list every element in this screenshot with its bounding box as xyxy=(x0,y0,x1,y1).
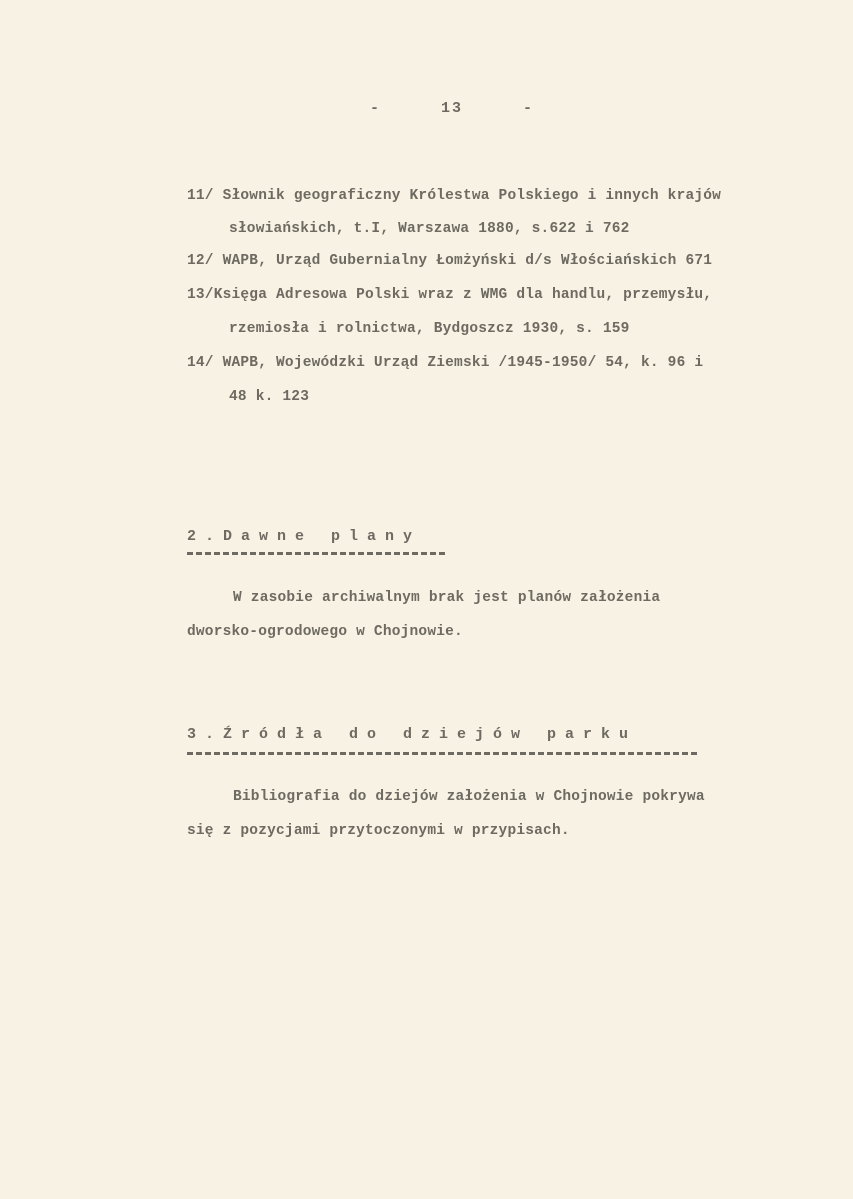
dash: - xyxy=(370,100,382,117)
paragraph-line: Bibliografia do dziejów założenia w Chojnowie pokrywa xyxy=(233,789,705,805)
dash: - xyxy=(523,100,535,117)
footnote-line: rzemiosła i rolnictwa, Bydgoszcz 1930, s. 159 xyxy=(229,321,630,337)
paragraph-line: dworsko-ogrodowego w Chojnowie. xyxy=(187,624,463,640)
footnote-line: 13/Księga Adresowa Polski wraz z WMG dla handlu, przemysłu, xyxy=(187,287,713,303)
heading-underline xyxy=(187,552,445,555)
section-heading: 3.Źródła do dziejów parku xyxy=(187,726,638,743)
footnote-line: 14/ WAPB, Wojewódzki Urząd Ziemski /1945-1950/ 54, k. 96 i xyxy=(187,355,704,371)
page-number-value: 13 xyxy=(441,100,464,117)
page-number xyxy=(340,100,564,117)
heading-underline xyxy=(187,752,697,755)
paragraph-line: W zasobie archiwalnym brak jest planów założenia xyxy=(233,590,661,606)
footnote-line: 48 k. 123 xyxy=(229,389,310,405)
section-heading: 2.Dawne plany xyxy=(187,528,422,545)
paragraph-line: się z pozycjami przytoczonymi w przypisach. xyxy=(187,823,570,839)
footnote-line: 11/ Słownik geograficzny Królestwa Polskiego i innych krajów xyxy=(187,188,722,204)
footnote-line: 12/ WAPB, Urząd Gubernialny Łomżyński d/s Włościańskich 671 xyxy=(187,253,713,269)
footnote-line: słowiańskich, t.I, Warszawa 1880, s.622 i 762 xyxy=(229,221,630,237)
